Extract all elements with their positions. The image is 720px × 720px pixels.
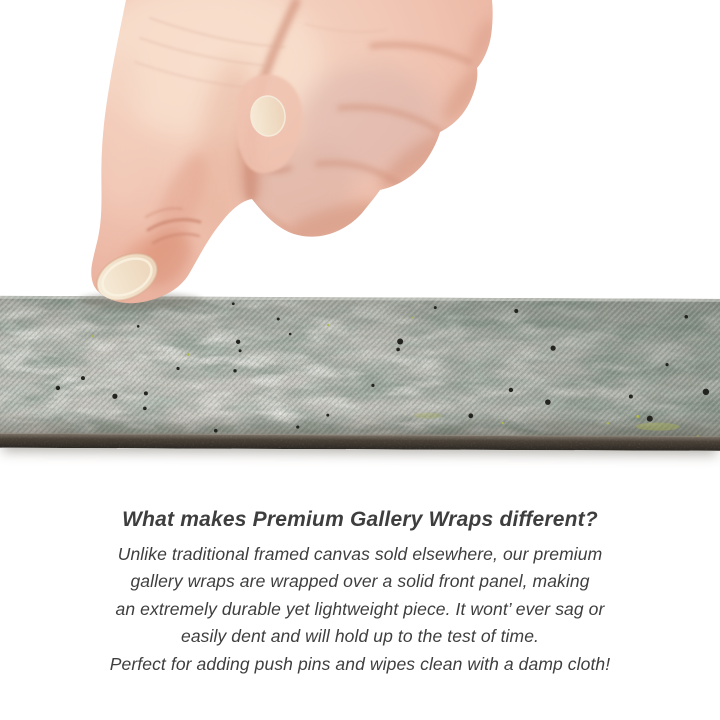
body-line: Unlike traditional framed canvas sold elsewhere, our premium (117, 544, 603, 564)
heading: What makes Premium Gallery Wraps different? (122, 508, 598, 531)
hand-photo (0, 0, 720, 320)
body-line: gallery wraps are wrapped over a solid front panel, making (130, 571, 590, 592)
hand-graphic (0, 0, 720, 320)
body-line: an extremely durable yet lightweight piece. It wont’ ever sag or (115, 598, 605, 619)
body-line: Perfect for adding push pins and wipes clean with a damp cloth! (109, 653, 611, 674)
body-line: easily dent and will hold up to the test of time. (180, 626, 540, 647)
marketing-copy (0, 503, 720, 678)
canvas-bottom-edge (0, 433, 720, 451)
